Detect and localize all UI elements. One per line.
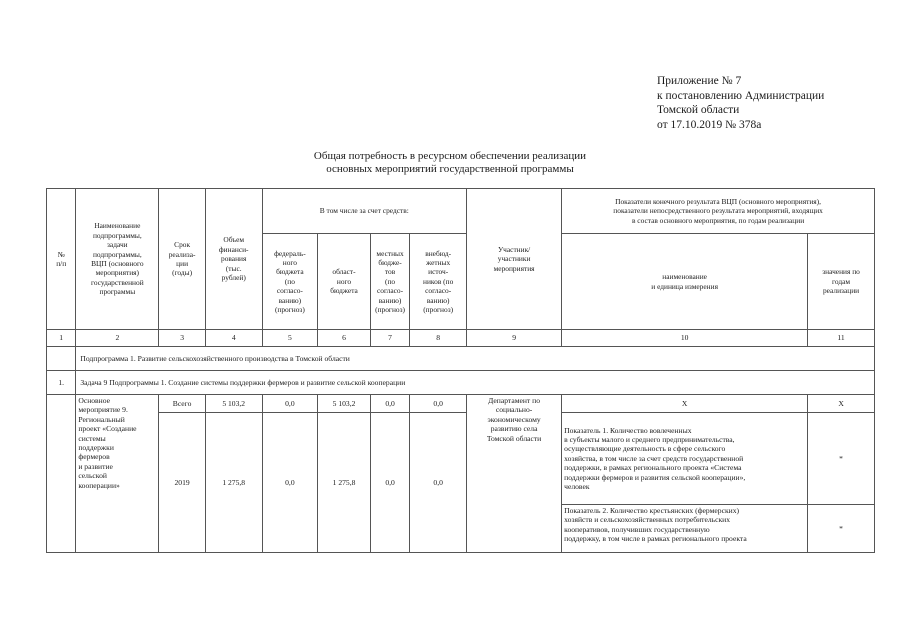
header-period: Срок реализа- ции (годы) xyxy=(159,189,206,330)
header-indicator-values: значения по годам реализации xyxy=(808,234,875,330)
col-number: 3 xyxy=(159,330,206,347)
period-2019: 2019 xyxy=(159,413,206,553)
appendix-line-4: от 17.10.2019 № 378а xyxy=(657,118,762,131)
col-number: 7 xyxy=(370,330,409,347)
header-regional: област- ного бюджета xyxy=(318,234,371,330)
indicator-2-text: Показатель 2. Количество крестьянских (фермерских) хозяйств и сельскохозяйственных потребительских кооперативов, получивших государственную поддержку, в том числе в рамках регионального проекта xyxy=(562,505,808,553)
header-federal: федераль- ного бюджета (по согласо- ванию) (прогноз) xyxy=(262,234,318,330)
task-num: 1. xyxy=(47,371,76,395)
appendix-line-1: Приложение № 7 xyxy=(657,75,742,87)
main-event-num-cell xyxy=(47,395,76,553)
document-title xyxy=(300,150,600,176)
resource-table xyxy=(46,188,875,553)
col-number: 8 xyxy=(410,330,467,347)
local-2019: 0,0 xyxy=(370,413,409,553)
participant-cell: Департамент по социально- экономическому развитию села Томской области xyxy=(467,395,562,553)
header-name: Наименование подпрограммы, задачи подпрограммы, ВЦП (основного мероприятия) государственной программы xyxy=(76,189,159,330)
period-total: Всего xyxy=(159,395,206,413)
title-line-1: Общая потребность в ресурсном обеспечении реализации xyxy=(313,150,587,162)
subprogram-title: Подпрограмма 1. Развитие сельскохозяйственного производства в Томской области xyxy=(76,347,875,371)
appendix-block xyxy=(657,74,824,132)
col-number: 5 xyxy=(262,330,318,347)
header-offbudget: внебюд- жетных источ- ников (по согласо- ванию) (прогноз) xyxy=(410,234,467,330)
regional-2019: 1 275,8 xyxy=(318,413,371,553)
col-number: 11 xyxy=(808,330,875,347)
subprogram-num-cell xyxy=(47,347,76,371)
volume-total: 5 103,2 xyxy=(205,395,262,413)
col-number: 2 xyxy=(76,330,159,347)
col-number: 1 xyxy=(47,330,76,347)
header-volume: Объем финанси- рования (тыс. рублей) xyxy=(205,189,262,330)
indicator-1-value: * xyxy=(808,413,875,505)
task-row xyxy=(47,371,875,395)
volume-2019: 1 275,8 xyxy=(205,413,262,553)
regional-total: 5 103,2 xyxy=(318,395,371,413)
header-participant: Участник/ участники мероприятия xyxy=(467,189,562,330)
indicator-total-value: Х xyxy=(808,395,875,413)
header-indicator-name: наименование и единица измерения xyxy=(562,234,808,330)
title-line-2: основных мероприятий государственной программы xyxy=(326,163,574,175)
local-total: 0,0 xyxy=(370,395,409,413)
appendix-line-3: Томской области xyxy=(657,104,740,116)
indicator-2-value: * xyxy=(808,505,875,553)
header-num: № п/п xyxy=(47,189,76,330)
header-local: местных бюдже- тов (по согласо- ванию) (прогноз) xyxy=(370,234,409,330)
col-number: 4 xyxy=(205,330,262,347)
col-number: 9 xyxy=(467,330,562,347)
header-indicators-group: Показатели конечного результата ВЦП (основного мероприятия), показатели непосредственного результата мероприятий, входящих в состав основного мероприятия, по годам реализации xyxy=(562,189,875,234)
appendix-line-2: к постановлению Администрации xyxy=(657,89,825,102)
main-event-2019-row xyxy=(47,413,875,505)
col-number: 6 xyxy=(318,330,371,347)
subprogram-row xyxy=(47,347,875,371)
task-title: Задача 9 Подпрограммы 1. Создание системы поддержки фермеров и развитие сельской кооперации xyxy=(76,371,875,395)
indicator-1-text: Показатель 1. Количество вовлеченных в субъекты малого и среднего предпринимательства, осуществляющие деятельность в сфере сельского хозяйства, в том числе за счет средств государственной поддержки, в рамках регионального проекта «Система поддержки фермеров и развития сельской кооперации», человек xyxy=(562,413,808,505)
federal-2019: 0,0 xyxy=(262,413,318,553)
col-number: 10 xyxy=(562,330,808,347)
indicator-total: Х xyxy=(562,395,808,413)
offbudget-total: 0,0 xyxy=(410,395,467,413)
federal-total: 0,0 xyxy=(262,395,318,413)
offbudget-2019: 0,0 xyxy=(410,413,467,553)
header-funds-group: В том числе за счет средств: xyxy=(262,189,466,234)
main-event-name: Основное мероприятие 9. Региональный проект «Создание системы поддержки фермеров и развитие сельской кооперации» xyxy=(76,395,159,553)
header-row-1 xyxy=(47,189,875,234)
column-number-row xyxy=(47,330,875,347)
main-event-total-row xyxy=(47,395,875,413)
